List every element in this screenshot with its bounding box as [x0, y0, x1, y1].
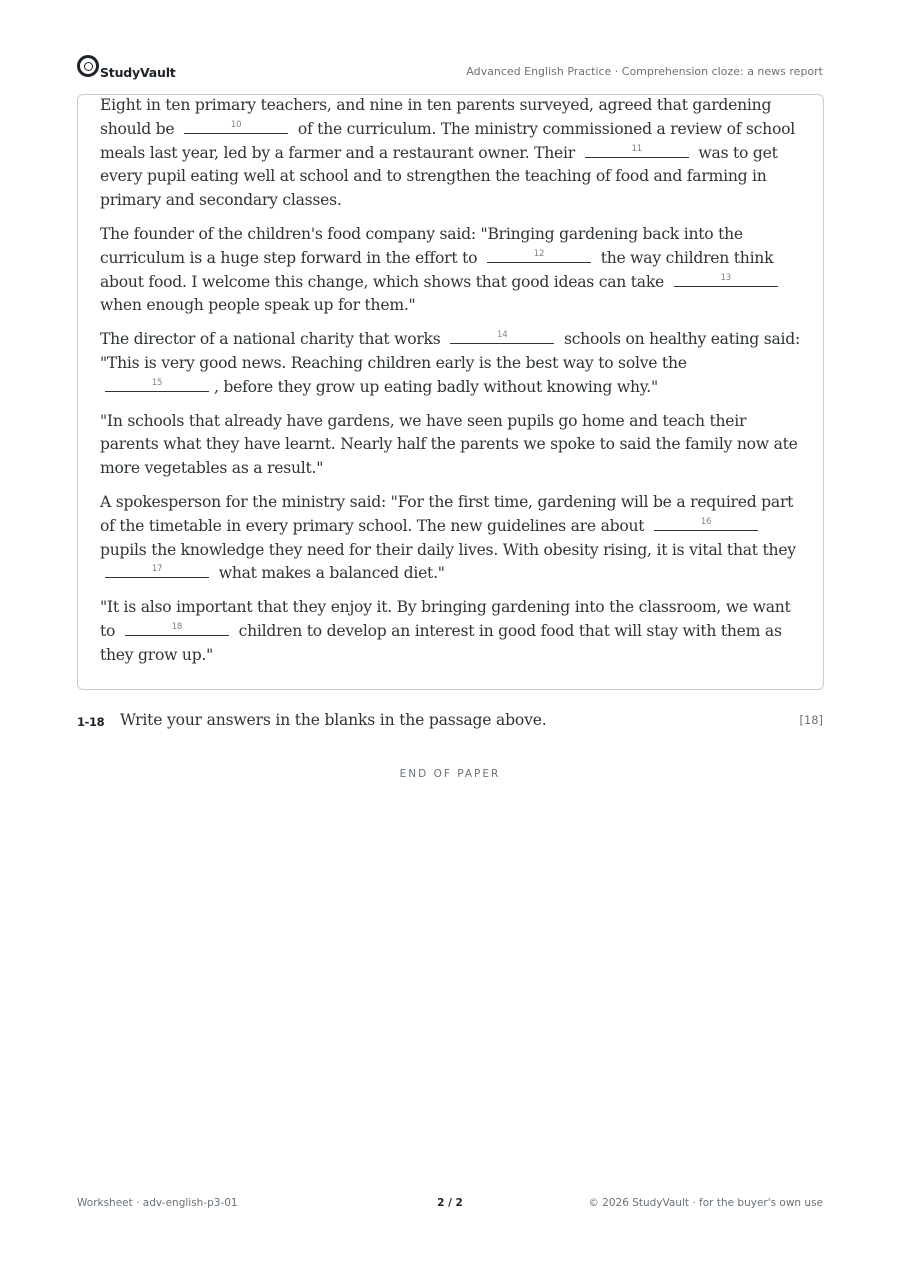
worksheet-id: Worksheet · adv-english-p3-01	[77, 1197, 238, 1209]
logo-icon	[77, 55, 99, 77]
answer-blank-15[interactable]	[105, 378, 209, 392]
subject-title: Advanced English Practice · Comprehension cloze: a news report	[466, 65, 823, 78]
passage-paragraph	[100, 410, 801, 481]
passage-text: , before they grow up eating badly without knowing why."	[214, 377, 658, 396]
passage-text: The director of a national charity that works	[100, 330, 441, 349]
passage-text: A spokesperson for the ministry said: "For the first time, gardening will be a required part of the timetable in every primary school. The new guidelines are about	[100, 492, 794, 535]
passage-text: of the curriculum. The ministry commissioned a review of school meals last year, led by a farmer and a restaurant owner. Their	[100, 119, 795, 162]
blank-number: 10	[230, 119, 242, 130]
blank-number: 18	[171, 621, 183, 632]
passage-text: "In schools that already have gardens, we have seen pupils go home and teach their parents what they have learnt. Nearly half the parents we spoke to said the family now ate more vegetables as a result."	[100, 411, 798, 478]
blank-number: 14	[497, 330, 508, 341]
copyright: © 2026 StudyVault · for the buyer's own use	[588, 1197, 823, 1209]
page-footer	[77, 1197, 823, 1213]
passage-paragraph	[100, 491, 801, 586]
passage-text: The founder of the children's food company said: "Bringing gardening back into the curriculum is a huge step forward in the effort to	[100, 224, 743, 267]
passage-paragraph	[100, 94, 801, 213]
answer-blank-10[interactable]	[184, 120, 288, 134]
passage-text: the way children think about food. I welcome this change, which shows that good ideas can take	[100, 248, 774, 291]
answer-blank-17[interactable]	[105, 564, 209, 578]
question-marks: [18]	[799, 713, 823, 727]
blank-number: 13	[720, 272, 731, 283]
passage-text: children to develop an interest in good food that will stay with them as they grow up."	[100, 621, 782, 664]
question-text: Write your answers in the blanks in the passage above.	[120, 711, 547, 729]
answer-blank-11[interactable]	[585, 144, 689, 158]
question-number: 1-18	[77, 715, 105, 729]
answer-blank-14[interactable]	[450, 330, 554, 344]
page-header	[77, 54, 823, 80]
page-number: 2 / 2	[437, 1197, 463, 1209]
blank-number: 17	[151, 564, 163, 575]
blank-number: 11	[631, 143, 642, 154]
answer-blank-18[interactable]	[125, 622, 229, 636]
answer-blank-12[interactable]	[487, 249, 591, 263]
brand-name: StudyVault	[100, 65, 176, 80]
passage-paragraph	[100, 328, 801, 399]
passage-text: what makes a balanced diet."	[218, 564, 445, 583]
passage-text: was to get every pupil eating well at school and to strengthen the teaching of food and farming in primary and secondary classes.	[100, 143, 778, 210]
blank-number: 15	[151, 377, 163, 388]
passage-text: Eight in ten primary teachers, and nine in ten parents surveyed, agreed that gardening should be	[100, 96, 772, 138]
passage-paragraph	[100, 223, 801, 318]
passage-text: "It is also important that they enjoy it. By bringing gardening into the classroom, we want to	[100, 598, 791, 640]
blank-number: 16	[700, 516, 712, 527]
answer-blank-16[interactable]	[654, 517, 758, 531]
passage-text: schools on healthy eating said: "This is very good news. Reaching children early is the best way to solve the	[100, 330, 800, 372]
answer-blank-13[interactable]	[674, 273, 778, 287]
passage-text: when enough people speak up for them."	[100, 296, 416, 315]
question-row	[77, 710, 823, 734]
cloze-passage-box	[77, 94, 824, 690]
passage-text: pupils the knowledge they need for their daily lives. With obesity rising, it is vital that they	[100, 540, 796, 559]
end-of-paper: END OF PAPER	[399, 768, 501, 780]
blank-number: 12	[533, 248, 545, 259]
passage-paragraph	[100, 596, 801, 667]
